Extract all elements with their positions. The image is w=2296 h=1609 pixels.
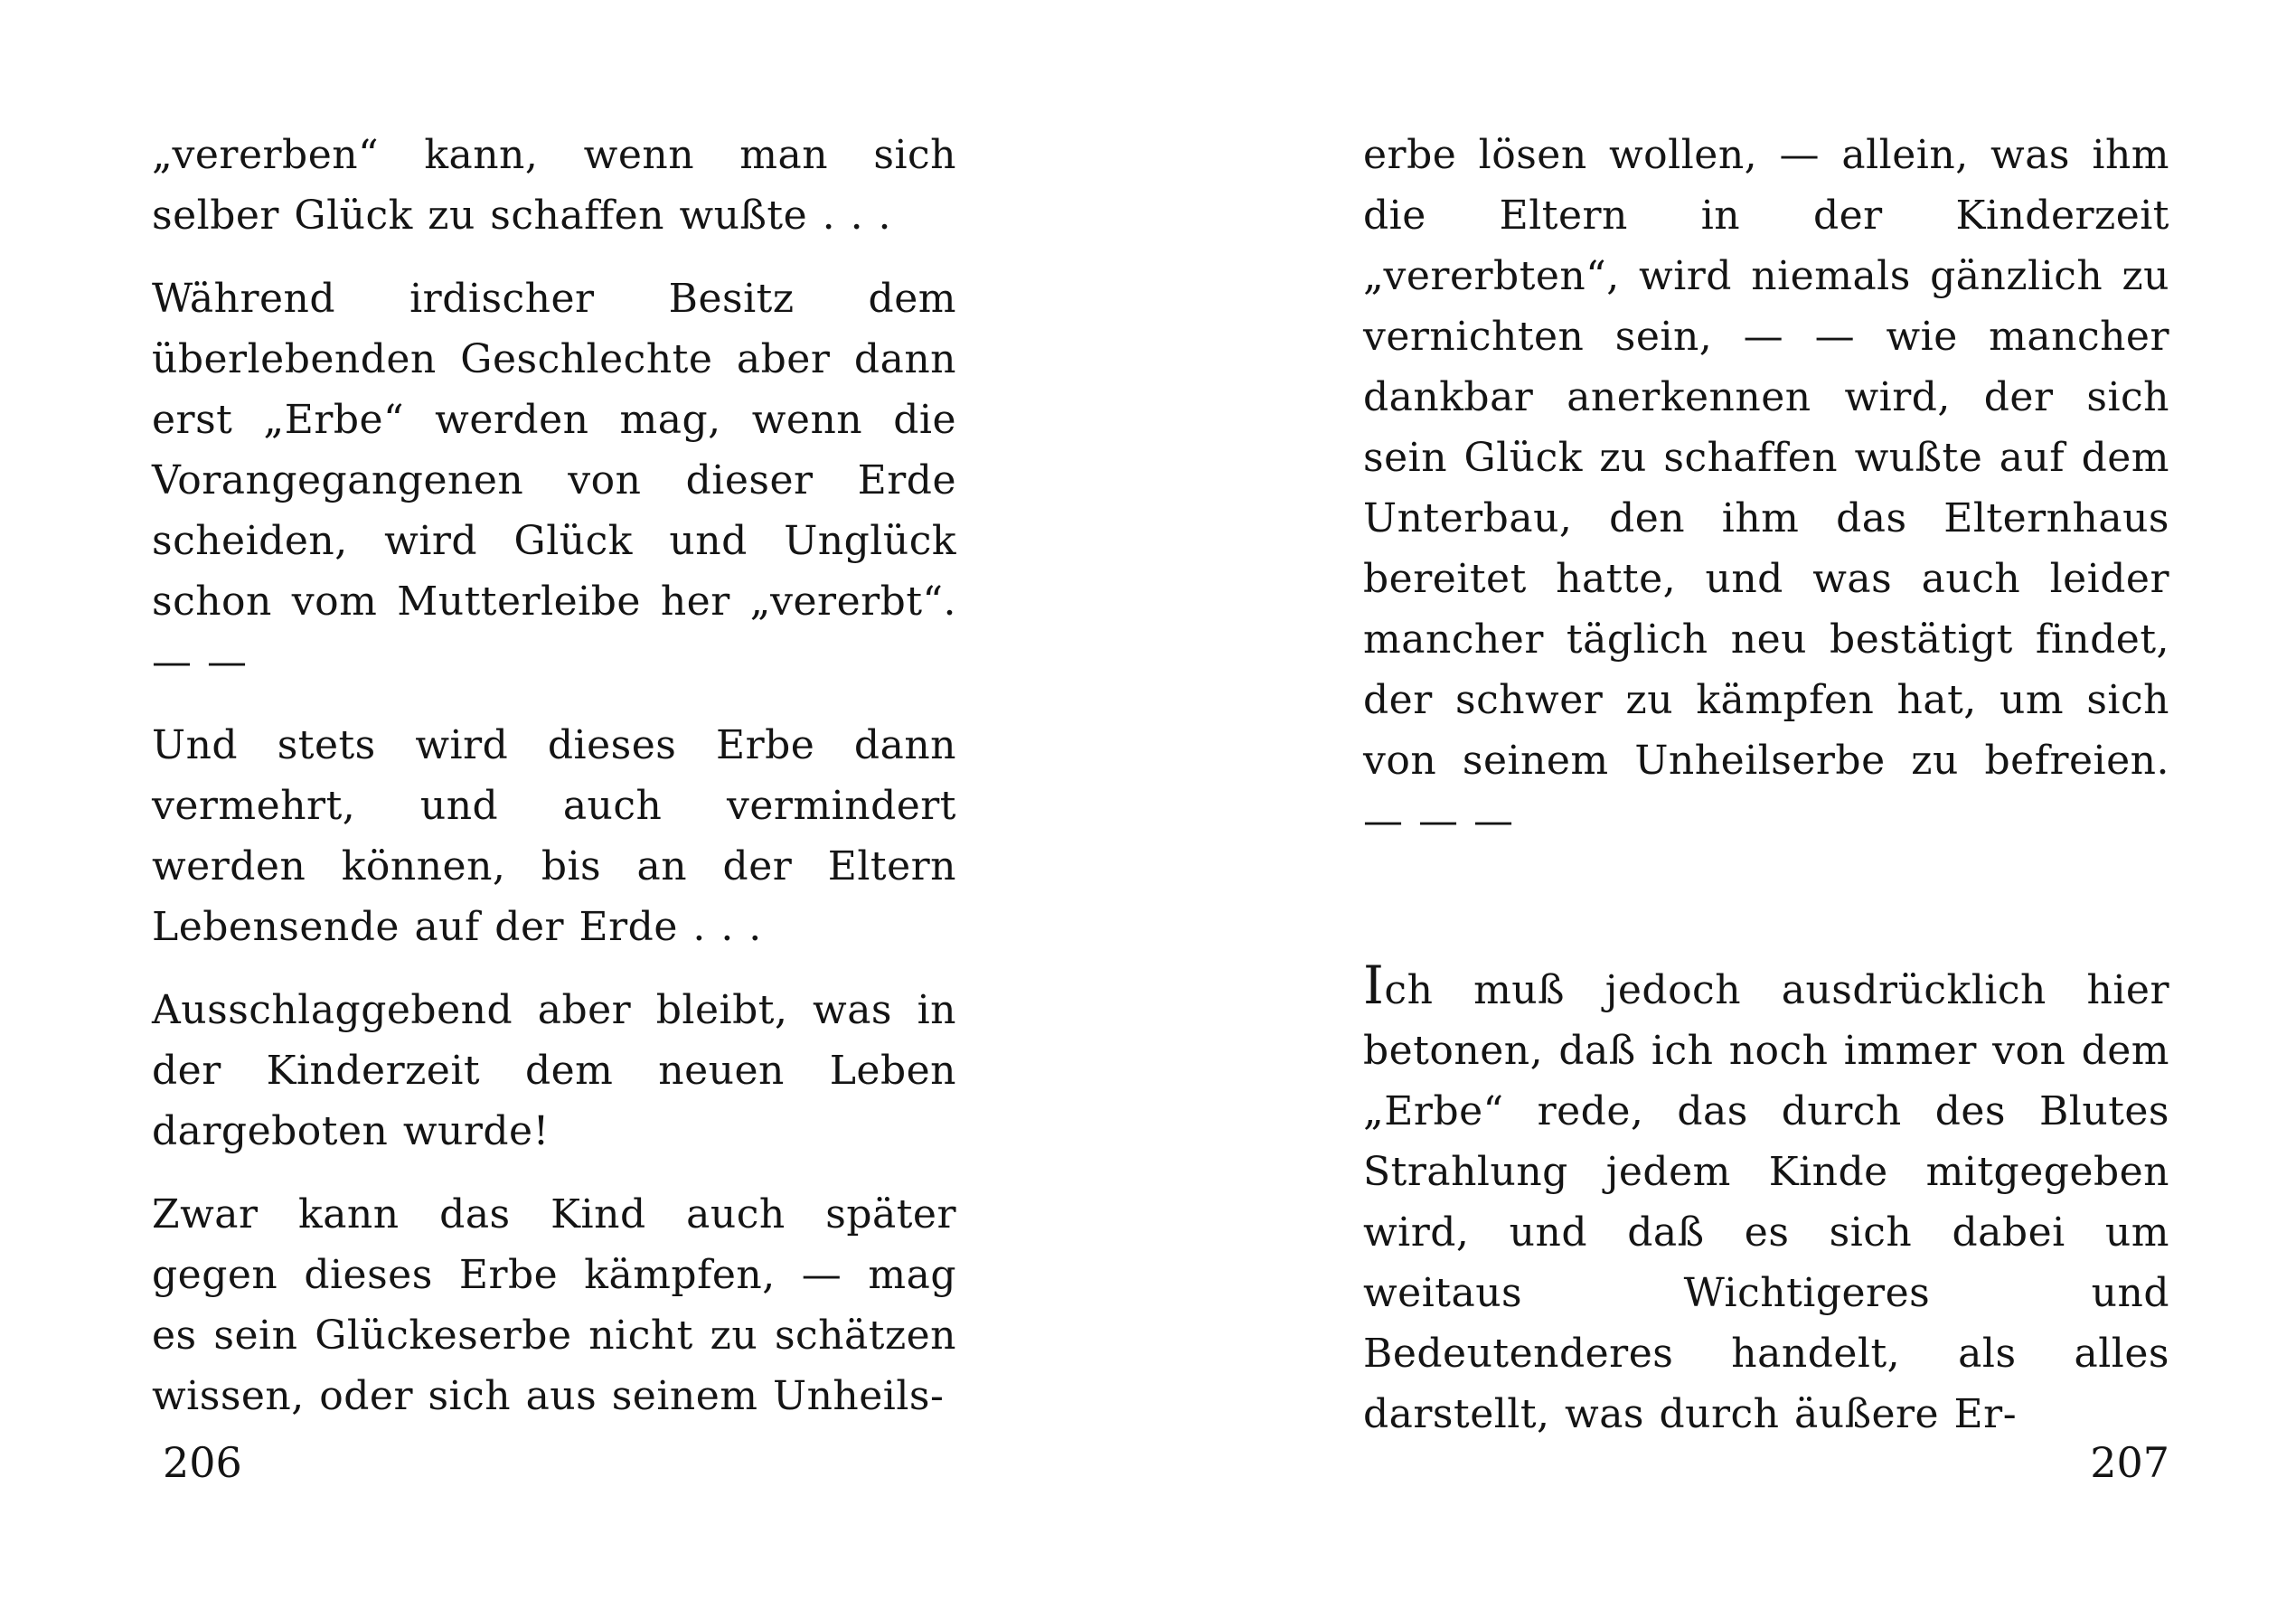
left-paragraph-3: Und stets wird dieses Erbe dann vermehrt, und auch vermindert werden können, bis an der Eltern Lebensende auf der Erde . . . xyxy=(152,722,956,950)
left-paragraph-4: Ausschlaggebend aber bleibt, was in der Kinderzeit dem neuen Leben dargeboten wurde! xyxy=(152,987,956,1154)
page-number-left: 206 xyxy=(163,1438,242,1487)
right-paragraph-2-text: ch muß jedoch ausdrücklich hier betonen, daß ich noch immer von dem „Erbe“ rede, das durch des Blutes Strahlung jedem Kinde mitgegeben wird, und daß es sich dabei um weitaus Wichtigeres und Bedeutenderes handelt, als alles darstellt, was durch äußere Er- xyxy=(1363,967,2169,1437)
right-paragraph-2 xyxy=(1363,955,2169,1444)
right-paragraph-1: erbe lösen wollen, — allein, was ihm die Eltern in der Kinderzeit „vererbten“, wird niemals gänzlich zu vernichten sein, — — wie mancher dankbar anerkennen wird, der sich sein Glück zu schaffen wußte auf dem Unterbau, den ihm das Elternhaus bereitet hatte, und was auch leider mancher täglich neu bestätigt findet, der schwer zu kämpfen hat, um sich von seinem Unheilserbe zu befreien. — — — xyxy=(1363,132,2169,844)
left-page-text xyxy=(152,125,956,1449)
left-paragraph-1: „vererben“ kann, wenn man sich selber Glück zu schaffen wußte . . . xyxy=(152,132,956,239)
right-page xyxy=(1363,0,2169,1609)
drop-cap-initial: I xyxy=(1363,955,1385,1016)
left-paragraph-5: Zwar kann das Kind auch später gegen dieses Erbe kämpfen, — mag es sein Glückeserbe nicht zu schätzen wissen, oder sich aus seinem Unheils- xyxy=(152,1191,956,1419)
left-paragraph-2: Während irdischer Besitz dem überlebenden Geschlechte aber dann erst „Erbe“ werden mag, wenn die Vorangegangenen von dieser Erde scheiden, wird Glück und Unglück schon vom Mutterleibe her „vererbt“. — — xyxy=(152,276,956,685)
left-page xyxy=(152,0,956,1609)
right-page-text xyxy=(1363,125,2169,1467)
page-number-right: 207 xyxy=(2090,1438,2169,1487)
